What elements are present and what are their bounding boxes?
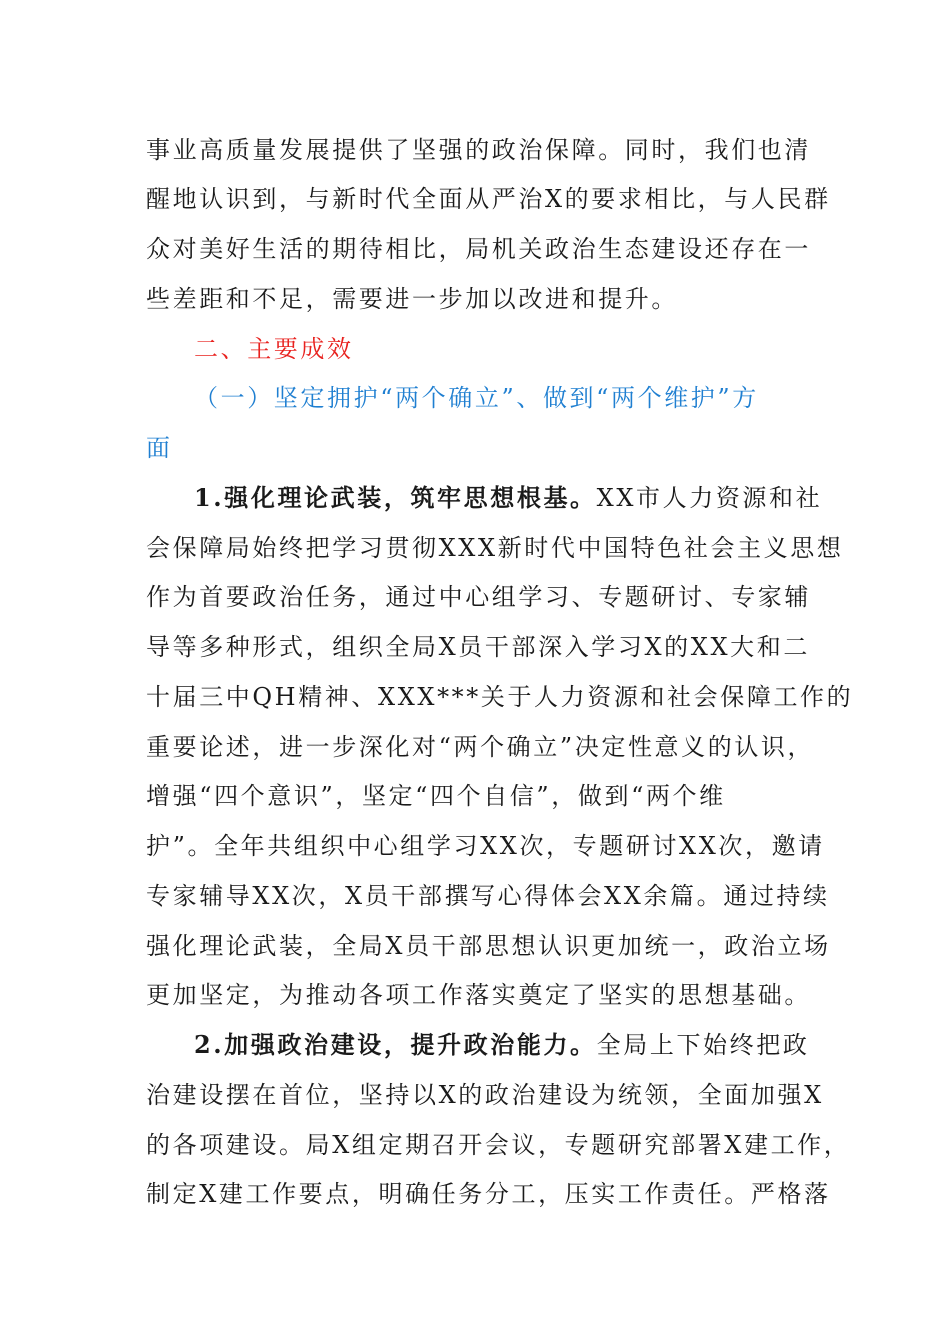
paragraph-line: 的各项建设。局X组定期召开会议，专题研究部署X建工作，	[146, 1131, 851, 1159]
paragraph-line: 专家辅导XX次，X员干部撰写心得体会XX余篇。通过持续	[146, 882, 830, 910]
paragraph-line: 醒地认识到，与新时代全面从严治X的要求相比，与人民群	[146, 185, 831, 213]
paragraph-line: 作为首要政治任务，通过中心组学习、专题研讨、专家辅	[146, 583, 811, 611]
paragraph-line: 制定X建工作要点，明确任务分工，压实工作责任。严格落	[146, 1180, 831, 1208]
paragraph-line	[194, 481, 822, 515]
paragraph-line: 事业高质量发展提供了坚强的政治保障。同时，我们也清	[146, 136, 811, 164]
paragraph-line: 导等多种形式，组织全局X员干部深入学习X的XX大和二	[146, 633, 810, 661]
point-heading: 1.强化理论武装，筑牢思想根基。	[194, 483, 597, 512]
paragraph-line: 十届三中QH精神、XXX***关于人力资源和社会保障工作的	[146, 683, 854, 711]
paragraph-line: 重要论述，进一步深化对“两个确立”决定性意义的认识，	[146, 733, 815, 761]
point-heading: 2.加强政治建设，提升政治能力。	[194, 1030, 597, 1059]
paragraph-text: 全局上下始终把政	[596, 1031, 810, 1059]
paragraph-line: 护”。全年共组织中心组学习XX次，专题研讨XX次，邀请	[146, 832, 825, 860]
paragraph-line: 更加坚定，为推动各项工作落实奠定了坚实的思想基础。	[146, 981, 811, 1009]
subsection-heading-continued: 面	[146, 434, 173, 462]
paragraph-line: 些差距和不足，需要进一步加以改进和提升。	[146, 285, 678, 313]
paragraph-line: 增强“四个意识”，坚定“四个自信”，做到“两个维	[146, 782, 726, 810]
section-heading: 二、主要成效	[194, 335, 354, 363]
paragraph-line: 众对美好生活的期待相比，局机关政治生态建设还存在一	[146, 235, 811, 263]
paragraph-line: 会保障局始终把学习贯彻XXX新时代中国特色社会主义思想	[146, 534, 844, 562]
paragraph-line: 治建设摆在首位，坚持以X的政治建设为统领，全面加强X	[146, 1081, 824, 1109]
paragraph-line: 强化理论武装，全局X员干部思想认识更加统一，政治立场	[146, 932, 831, 960]
subsection-heading: （一）坚定拥护“两个确立”、做到“两个维护”方	[194, 384, 759, 412]
paragraph-text: XX市人力资源和社	[596, 484, 823, 512]
paragraph-line	[194, 1028, 809, 1062]
